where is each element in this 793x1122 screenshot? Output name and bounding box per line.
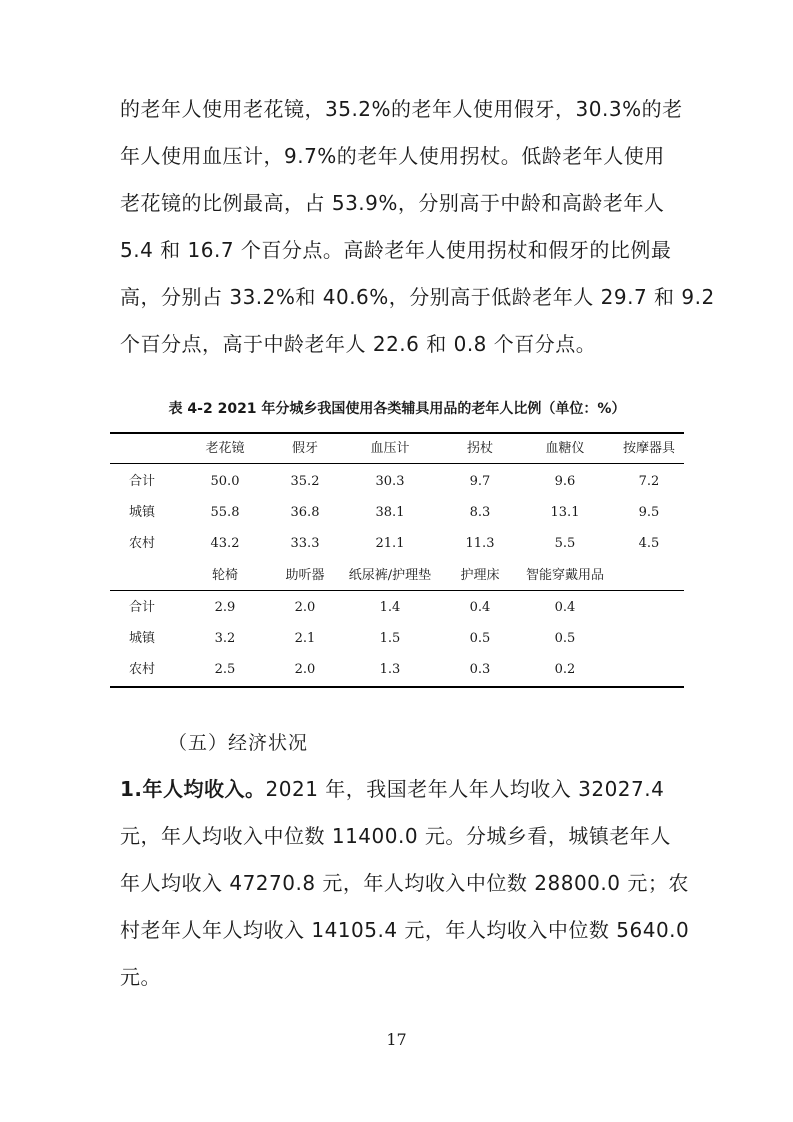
table-cell: 9.5: [638, 505, 660, 520]
table-cell: 2.0: [294, 600, 316, 615]
text-line: [120, 766, 680, 813]
row-label: 合计: [129, 600, 156, 615]
page-number: 17: [386, 1030, 407, 1049]
text-line: 元，年人均收入中位数 11400.0 元。分城乡看，城镇老年人: [120, 824, 671, 848]
table-cell: 1.4: [379, 600, 401, 615]
table-header-cell: 轮椅: [211, 568, 238, 583]
text-line: 年人使用血压计，9.7%的老年人使用拐杖。低龄老年人使用: [120, 144, 665, 168]
text-line: 村老年人年人均收入 14105.4 元，年人均收入中位数 5640.0: [120, 918, 690, 942]
table-cell: 4.5: [638, 536, 660, 551]
table-header-cell: 智能穿戴用品: [525, 568, 604, 583]
table-cell: 2.1: [294, 631, 316, 646]
subsection-lead: 1.年人均收入。: [120, 777, 266, 801]
text-line: 5.4 和 16.7 个百分点。高龄老年人使用拐杖和假牙的比例最: [120, 238, 672, 262]
table-cell: 2.0: [294, 662, 316, 677]
table-cell: 2.9: [214, 600, 236, 615]
table-header-cell: 假牙: [291, 441, 318, 456]
table-title: 表 4-2 2021 年分城乡我国使用各类辅具用品的老年人比例（单位：%）: [168, 401, 626, 417]
table-cell: 35.2: [290, 474, 320, 489]
table-cell: 50.0: [210, 474, 240, 489]
table-top-rule: [110, 432, 684, 434]
table-cell: 36.8: [290, 505, 320, 520]
table-header-cell: 血糖仪: [545, 441, 585, 456]
table-cell: 7.2: [638, 474, 660, 489]
table-cell: 9.7: [469, 474, 491, 489]
table-cell: 33.3: [290, 536, 320, 551]
table-header-cell: 助听器: [285, 568, 325, 583]
table-cell: 43.2: [210, 536, 240, 551]
row-label: 城镇: [129, 505, 156, 520]
table-cell: 0.4: [469, 600, 491, 615]
section-heading: （五）经济状况: [168, 732, 309, 754]
row-label: 城镇: [129, 631, 156, 646]
table-cell: 13.1: [550, 505, 580, 520]
text-line: 年人均收入 47270.8 元，年人均收入中位数 28800.0 元；农: [120, 871, 689, 895]
row-label: 农村: [129, 536, 156, 551]
table-cell: 0.4: [554, 600, 576, 615]
table-header-rule: [110, 463, 684, 464]
text-line: 的老年人使用老花镜，35.2%的老年人使用假牙，30.3%的老: [120, 97, 683, 121]
table-header-cell: 血压计: [370, 441, 410, 456]
paragraph-assistive-devices: [120, 86, 715, 368]
text-line: 老花镜的比例最高，占 53.9%，分别高于中龄和高龄老年人: [120, 191, 665, 215]
text-line: 个百分点，高于中龄老年人 22.6 和 0.8 个百分点。: [120, 332, 597, 356]
table-cell: 1.3: [379, 662, 401, 677]
table-cell: 38.1: [375, 505, 405, 520]
row-label: 合计: [129, 474, 156, 489]
text-line: 元。: [120, 965, 161, 989]
table-cell: 1.5: [379, 631, 401, 646]
table-header-cell: 按摩器具: [622, 441, 675, 456]
row-label: 农村: [129, 662, 156, 677]
table-cell: 3.2: [214, 631, 236, 646]
table-cell: 5.5: [554, 536, 576, 551]
table-cell: 55.8: [210, 505, 240, 520]
table-cell: 9.6: [554, 474, 576, 489]
table-cell: 21.1: [375, 536, 405, 551]
table-cell: 11.3: [465, 536, 495, 551]
text-line: 高，分别占 33.2%和 40.6%，分别高于低龄老年人 29.7 和 9.2: [120, 285, 715, 309]
table-cell: 2.5: [214, 662, 236, 677]
table-header-cell: 护理床: [460, 568, 500, 583]
table-bottom-rule: [110, 686, 684, 688]
table-header-cell: 老花镜: [205, 441, 245, 456]
text-run: 2021 年，我国老年人年人均收入 32027.4: [265, 777, 665, 801]
table-cell: 8.3: [469, 505, 491, 520]
table-cell: 0.2: [554, 662, 576, 677]
table-header-cell: 拐杖: [466, 441, 493, 456]
table-cell: 0.5: [554, 631, 576, 646]
table-cell: 0.5: [469, 631, 491, 646]
table-cell: 0.3: [469, 662, 491, 677]
table-cell: 30.3: [375, 474, 405, 489]
paragraph-income: [120, 766, 690, 1001]
table-header-rule: [110, 590, 684, 591]
table-header-cell: 纸尿裤/护理垫: [348, 568, 432, 583]
